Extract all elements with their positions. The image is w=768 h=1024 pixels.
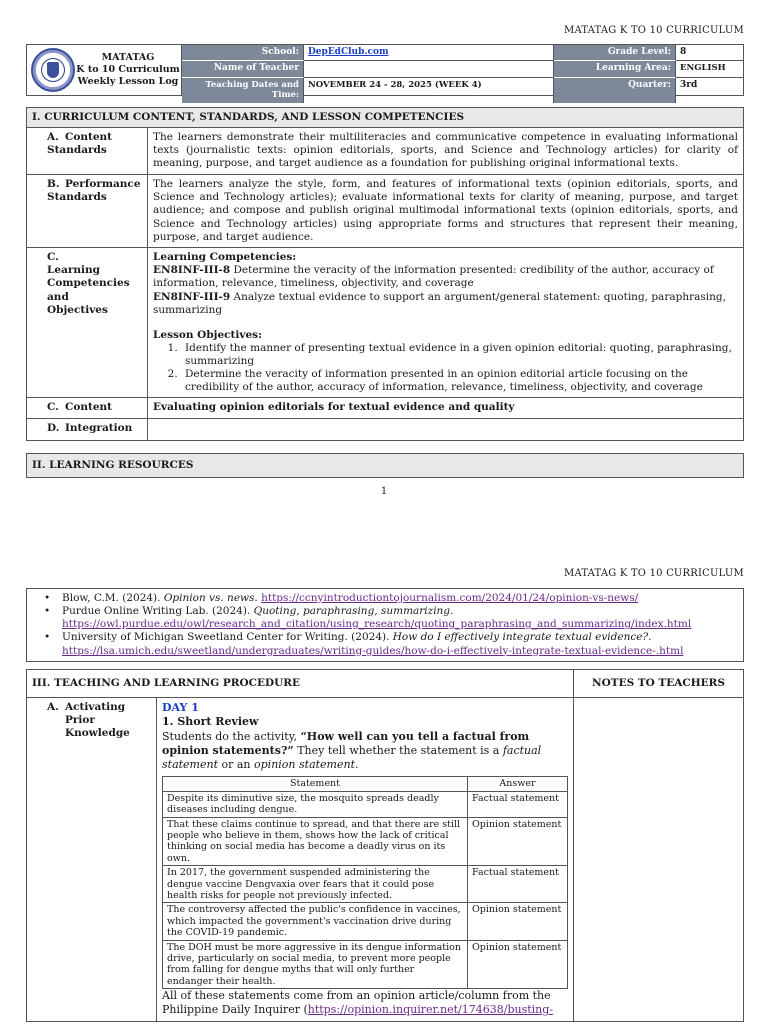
competencies-label: C.Learning Competencies and Objectives — [27, 248, 148, 398]
answer-header: Answer — [468, 777, 568, 791]
quarter-label: Quarter: — [554, 78, 676, 103]
competencies-cell — [148, 248, 744, 398]
activity-title: 1. Short Review — [162, 715, 259, 729]
statement-table — [162, 776, 568, 989]
section-1-title: I. CURRICULUM CONTENT, STANDARDS, AND LESSON COMPETENCIES — [27, 108, 744, 128]
quarter-value: 3rd — [680, 79, 698, 90]
integration-text — [148, 418, 744, 440]
teacher-value — [304, 61, 554, 77]
integration-label: D. Integration — [27, 418, 148, 440]
area-value: ENGLISH — [676, 61, 743, 77]
content-label: C. Content — [27, 398, 148, 418]
notes-title: NOTES TO TEACHERS — [574, 670, 744, 698]
activating-label: A. Activating Prior Knowledge — [27, 698, 157, 1022]
lc-2: EN8INF-III-9 Analyze textual evidence to support an argument/general statement: quoting, paraphrasing, summarizing — [153, 290, 726, 316]
references-box — [26, 588, 744, 662]
notes-cell — [574, 698, 744, 1022]
grade-label: Grade Level: — [554, 45, 676, 61]
table-row: In 2017, the government suspended administering the dengue vaccine Dengvaxia over fears that it could pose health risks for people not previously infected. Factual statement — [163, 866, 568, 903]
activity-cell — [157, 698, 574, 1022]
reference-item: • Blow, C.M. (2024). Opinion vs. news. https://ccnyintroductiontojournalism.com/2024/01/24/opinion-vs-news/ — [32, 592, 738, 605]
table-row: The controversy affected the public's confidence in vaccines, which impacted the government's vaccination drive during the COVID-19 pandemic. Opinion statement — [163, 903, 568, 940]
dates-value: NOVEMBER 24 - 28, 2025 (WEEK 4) — [304, 78, 554, 103]
table-row: That these claims continue to spread, and that there are still people who believe in them, shows how the lack of critical thinking on social media has become a deadly virus on its own. Opinion statement — [163, 817, 568, 866]
reference-link[interactable]: https://owl.purdue.edu/owl/research_and_citation/using_research/quoting_paraphrasing_and_summarizing/index.html — [62, 618, 692, 631]
deped-seal-icon — [31, 48, 75, 92]
section-2-title: II. LEARNING RESOURCES — [27, 454, 744, 478]
objective-1: 1. Identify the manner of presenting textual evidence in a given opinion editorial: quoting, paraphrasing, summarizing — [181, 342, 738, 368]
header-title: MATATAG K to 10 Curriculum Weekly Lesson Log — [76, 52, 180, 87]
content-text: Evaluating opinion editorials for textual evidence and quality — [148, 398, 744, 418]
content-standards-text: The learners demonstrate their multiliteracies and communicative competence in evaluating informational texts (journalistic texts: opinion editorials, sports, and Science and Technology articles) for clarity of meaning, purpose, and target audience as a foundation for publishing original informational texts. — [148, 128, 744, 175]
table-row: The DOH must be more aggressive in its dengue information drive, particularly on social media, to prevent more people from falling for dengue myths that will only further endanger their health. Opinion statement — [163, 940, 568, 989]
closing-text: All of these statements come from an opinion article/column from the Philippine Daily Inquirer (https://opinion.inquirer.net/174638/busting- — [162, 989, 553, 1017]
reference-item: • Purdue Online Writing Lab. (2024). Quoting, paraphrasing, summarizing. https://owl.purdue.edu/owl/research_and_citation/using_research/quoting_paraphrasing_and_summarizing/index.html — [32, 605, 738, 631]
area-label: Learning Area: — [554, 61, 676, 77]
lc-heading: Learning Competencies: — [153, 251, 297, 264]
teacher-label: Name of Teacher — [182, 61, 304, 77]
reference-item: • University of Michigan Sweetland Center for Writing. (2024). How do I effectively integrate textual evidence?. https://lsa.umich.edu/sweetland/undergraduates/writing-guides/how-do-i-effectively-integrate-textual-evidence-.html — [32, 631, 738, 657]
deped-seal-area — [27, 45, 182, 95]
section-3-title: III. TEACHING AND LEARNING PROCEDURE — [27, 670, 574, 698]
inquirer-link[interactable]: https://opinion.inquirer.net/174638/busting- — [307, 1003, 553, 1017]
school-label: School: — [182, 45, 304, 61]
performance-standards-label: B. Performance Standards — [27, 175, 148, 248]
dates-label: Teaching Dates and Time: — [182, 78, 304, 103]
curriculum-table — [26, 107, 744, 441]
day-label: DAY 1 — [162, 701, 199, 714]
procedure-table — [26, 669, 744, 1022]
statement-header: Statement — [163, 777, 468, 791]
performance-standards-text: The learners analyze the style, form, and features of informational texts (opinion editorials, sports, and Science and Technology articles); evaluate informational texts for clarity of meaning, purpose, and target audience; and compose and publish original multimodal informational texts (opinion editorials, sports, and Science and Technology articles) using appropriate forms and structures that represent their meaning, purpose, and target audience. — [148, 175, 744, 248]
school-value — [304, 45, 554, 61]
lesson-log-header — [26, 44, 744, 101]
page-number: 1 — [380, 486, 388, 497]
school-link[interactable]: DepEdClub.com — [308, 47, 389, 57]
grade-value: 8 — [676, 45, 743, 61]
lo-heading: Lesson Objectives: — [153, 328, 262, 341]
objective-2: 2. Determine the veracity of information presented in an opinion editorial article focusing on the credibility of the author, accuracy of information, relevance, timeliness, objectivity, and coverage — [181, 368, 738, 394]
content-standards-label: A. Content Standards — [27, 128, 148, 175]
reference-list — [32, 592, 738, 658]
running-header-2: MATATAG K TO 10 CURRICULUM — [564, 568, 744, 579]
table-row: Despite its diminutive size, the mosquito spreads deadly diseases including dengue. Factual statement — [163, 791, 568, 817]
activity-intro: Students do the activity, “How well can you tell a factual from opinion statements?” They tell whether the statement is a factual statement or an opinion statement. — [162, 729, 542, 772]
resources-table — [26, 453, 744, 478]
lc-1: EN8INF-III-8 Determine the veracity of the information presented: credibility of the author, accuracy of information, relevance, timeliness, objectivity, and coverage — [153, 264, 714, 290]
reference-link[interactable]: https://ccnyintroductiontojournalism.com/2024/01/24/opinion-vs-news/ — [261, 592, 639, 604]
running-header: MATATAG K TO 10 CURRICULUM — [564, 25, 744, 36]
lesson-objectives — [181, 342, 738, 395]
header-fields — [182, 45, 743, 101]
reference-link[interactable]: https://lsa.umich.edu/sweetland/undergraduates/writing-guides/how-do-i-effectively-integrate-textual-evidence-.html — [62, 644, 684, 657]
